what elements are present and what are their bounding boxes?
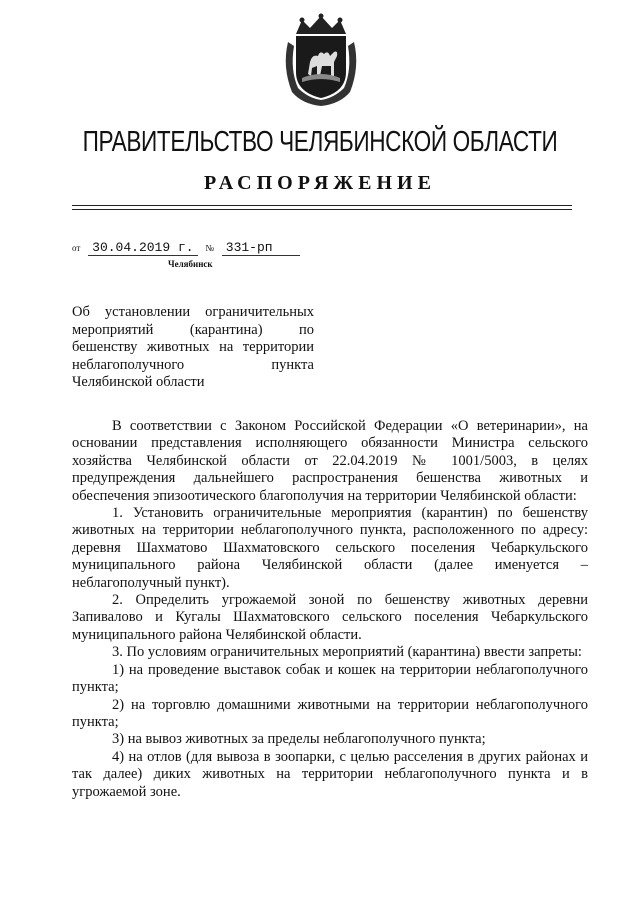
paragraph: В соответствии с Законом Российской Федерации «О ветеринарии», на основании представления исполняющего обязанности Министра сельского хозяйства Челябинской области от 22.04.2019 № 1001/5003, в целях предупреждения дальнейшего распространения бешенства животных и обеспечения эпизоотического благополучия на территории Челябинской области: <box>72 418 588 504</box>
document-subject: Об установлении ограничительных мероприятий (карантина) по бешенству животных на территории неблагополучного пункта Челябинской области <box>72 304 314 391</box>
city-label: Челябинск <box>168 259 213 269</box>
coat-of-arms-emblem <box>282 12 360 108</box>
header-divider-top <box>72 205 572 206</box>
document-date: 30.04.2019 г. <box>88 240 197 256</box>
document-type: РАСПОРЯЖЕНИЕ <box>204 172 436 194</box>
paragraph: 1) на проведение выставок собак и кошек на территории неблагополучного пункта; <box>72 661 588 696</box>
date-prefix: от <box>72 243 81 253</box>
paragraph: 3) на вывоз животных за пределы неблагополучного пункта; <box>112 731 486 748</box>
paragraph: 1. Установить ограничительные мероприятия (карантин) по бешенству животных на территории неблагополучного пункта, расположенного по адресу: деревня Шахматово Шахматовского сельского поселения Чебаркульского муниципального района Челябинской области (далее именуется – неблагополучный пункт). <box>72 505 588 591</box>
paragraph: 2) на торговлю домашними животными на территории неблагополучного пункта; <box>72 696 588 730</box>
document-body <box>72 418 588 801</box>
document-number: 331-рп <box>222 240 300 256</box>
number-prefix: № <box>205 243 214 253</box>
organization-title: ПРАВИТЕЛЬСТВО ЧЕЛЯБИНСКОЙ ОБЛАСТИ <box>82 126 558 158</box>
paragraph: 2. Определить угрожаемой зоной по бешенству животных деревни Запивалово и Кугалы Шахматовского сельского поселения Чебаркульского муниципального района Челябинской области. <box>72 592 588 643</box>
header-divider-bottom <box>72 209 572 210</box>
paragraph: 3. По условиям ограничительных мероприятий (карантина) ввести запреты: <box>112 644 582 661</box>
document-meta <box>72 240 300 256</box>
paragraph: 4) на отлов (для вывоза в зоопарки, с целью расселения в других районах и так далее) диких животных на территории неблагополучного пункта и в угрожаемой зоне. <box>72 748 588 800</box>
